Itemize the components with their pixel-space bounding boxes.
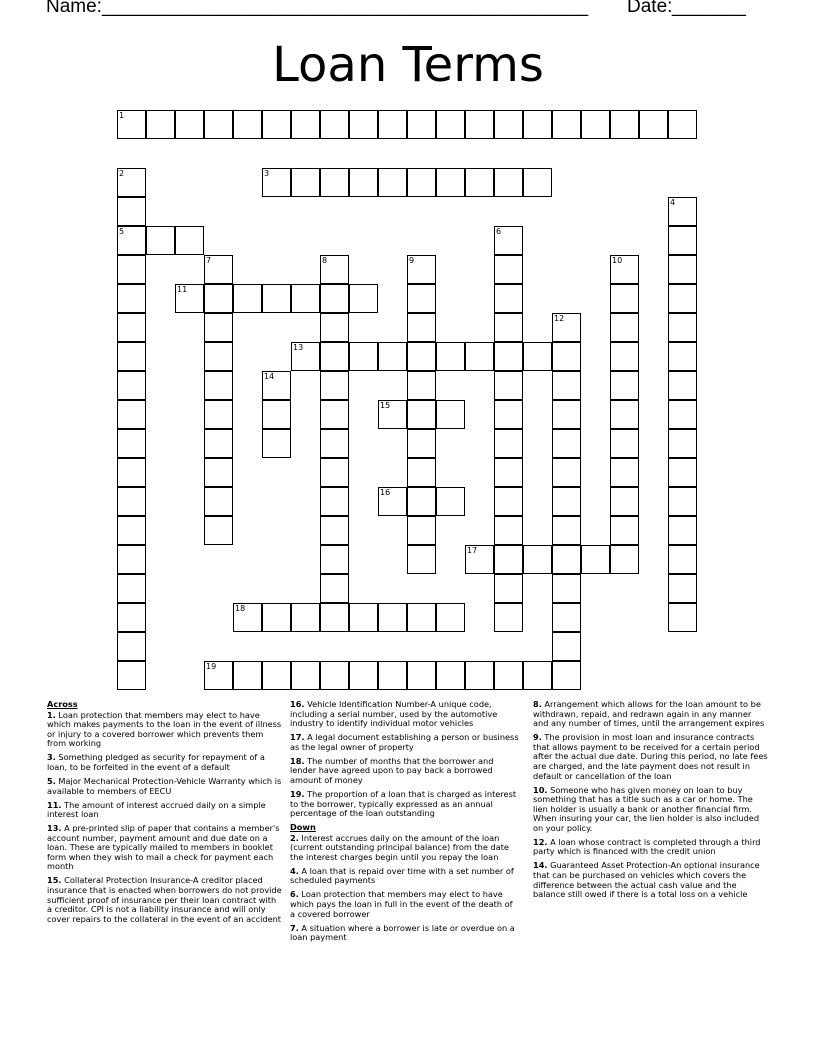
- cell-number: 4: [670, 198, 676, 207]
- cell-number: 15: [380, 401, 391, 410]
- grid-cell[interactable]: [204, 458, 233, 487]
- grid-cell[interactable]: [668, 516, 697, 545]
- grid-cell[interactable]: [233, 661, 262, 690]
- clue-number: 16.: [290, 699, 305, 709]
- clue-text: The proportion of a loan that is charged as interest to the borrower, typically expressed as an annual percentage of the loan outstanding: [290, 788, 517, 819]
- grid-cell[interactable]: [523, 110, 552, 139]
- grid-cell[interactable]: [320, 371, 349, 400]
- grid-cell[interactable]: [407, 342, 436, 371]
- name-label: Name:: [46, 0, 102, 17]
- grid-cell[interactable]: [494, 574, 523, 603]
- grid-cell[interactable]: [494, 516, 523, 545]
- grid-cell[interactable]: [668, 110, 697, 139]
- clue-item: [290, 700, 520, 729]
- grid-cell[interactable]: [117, 603, 146, 632]
- grid-cell[interactable]: [668, 487, 697, 516]
- grid-cell[interactable]: [668, 197, 697, 226]
- grid-cell[interactable]: [407, 371, 436, 400]
- grid-cell[interactable]: [494, 458, 523, 487]
- grid-cell[interactable]: [552, 313, 581, 342]
- grid-cell[interactable]: [465, 168, 494, 197]
- clue-item: [47, 824, 283, 872]
- grid-cell[interactable]: [552, 400, 581, 429]
- clue-item: [533, 700, 769, 729]
- grid-cell[interactable]: [668, 313, 697, 342]
- grid-cell[interactable]: [204, 516, 233, 545]
- grid-cell[interactable]: [320, 400, 349, 429]
- grid-cell[interactable]: [523, 168, 552, 197]
- cell-number: 7: [206, 256, 212, 265]
- grid-cell[interactable]: [204, 661, 233, 690]
- grid-cell[interactable]: [320, 661, 349, 690]
- grid-cell[interactable]: [494, 371, 523, 400]
- grid-cell[interactable]: [204, 255, 233, 284]
- grid-cell[interactable]: [407, 255, 436, 284]
- grid-cell[interactable]: [610, 313, 639, 342]
- grid-cell[interactable]: [291, 168, 320, 197]
- clue-item: [533, 786, 769, 834]
- clue-text: Loan protection that members may elect to have which makes payments to the loan in the event of illness or injury to a covered borrower which prevents them from working: [47, 709, 282, 749]
- grid-cell[interactable]: [320, 284, 349, 313]
- cell-number: 10: [612, 256, 623, 265]
- clue-text: Something pledged as security for repayment of a loan, to be forfeited in the event of a default: [47, 752, 265, 772]
- grid-cell[interactable]: [117, 632, 146, 661]
- cell-number: 6: [496, 227, 502, 236]
- across-heading: Across: [47, 699, 78, 709]
- across-clues-part-2: [290, 700, 520, 819]
- clue-number: 19.: [290, 788, 305, 799]
- grid-cell[interactable]: [436, 168, 465, 197]
- date-line[interactable]: _______: [672, 0, 746, 17]
- grid-cell[interactable]: [349, 603, 378, 632]
- grid-cell[interactable]: [204, 284, 233, 313]
- grid-cell[interactable]: [407, 516, 436, 545]
- grid-cell[interactable]: [320, 313, 349, 342]
- grid-cell[interactable]: [610, 110, 639, 139]
- grid-cell[interactable]: [407, 429, 436, 458]
- clue-text: A loan whose contract is completed through a third party which is financed with the credit union: [533, 836, 761, 857]
- grid-cell[interactable]: [668, 458, 697, 487]
- grid-cell[interactable]: [494, 545, 523, 574]
- grid-cell[interactable]: [407, 110, 436, 139]
- grid-cell[interactable]: [291, 342, 320, 371]
- grid-cell[interactable]: [552, 429, 581, 458]
- grid-cell[interactable]: [117, 313, 146, 342]
- grid-cell[interactable]: [552, 574, 581, 603]
- grid-cell[interactable]: [552, 603, 581, 632]
- grid-cell[interactable]: [639, 110, 668, 139]
- grid-cell[interactable]: [378, 603, 407, 632]
- grid-cell[interactable]: [378, 110, 407, 139]
- grid-cell[interactable]: [291, 284, 320, 313]
- grid-cell[interactable]: [320, 458, 349, 487]
- down-clues-part-2: [533, 700, 769, 900]
- grid-cell[interactable]: [233, 110, 262, 139]
- grid-cell[interactable]: [204, 342, 233, 371]
- clue-number: 1.: [47, 709, 56, 720]
- clue-number: 4.: [290, 865, 299, 876]
- clue-number: 6.: [290, 889, 299, 900]
- grid-cell[interactable]: [581, 110, 610, 139]
- grid-cell[interactable]: [204, 487, 233, 516]
- grid-cell[interactable]: [494, 168, 523, 197]
- grid-cell[interactable]: [378, 342, 407, 371]
- grid-cell[interactable]: [610, 284, 639, 313]
- grid-cell[interactable]: [262, 168, 291, 197]
- grid-cell[interactable]: [349, 168, 378, 197]
- grid-cell[interactable]: [610, 487, 639, 516]
- clue-text: Guaranteed Asset Protection-An optional insurance that can be purchased on vehicles which covers the difference between the actual cash value and the balance still owed if there is a total loss on a vehicle: [533, 860, 760, 900]
- clue-text: A legal document establishing a person or business as the legal owner of property: [290, 732, 519, 752]
- grid-cell[interactable]: [523, 545, 552, 574]
- page-title: Loan Terms: [272, 37, 544, 93]
- grid-cell[interactable]: [668, 342, 697, 371]
- grid-cell[interactable]: [552, 545, 581, 574]
- cell-number: 16: [380, 488, 391, 497]
- grid-cell[interactable]: [320, 429, 349, 458]
- grid-cell[interactable]: [494, 661, 523, 690]
- clue-text: A loan that is repaid over time with a set number of scheduled payments: [290, 865, 514, 886]
- grid-cell[interactable]: [291, 661, 320, 690]
- grid-cell[interactable]: [117, 545, 146, 574]
- grid-cell[interactable]: [436, 342, 465, 371]
- grid-cell[interactable]: [465, 342, 494, 371]
- grid-cell[interactable]: [117, 574, 146, 603]
- grid-cell[interactable]: [117, 197, 146, 226]
- grid-cell[interactable]: [320, 255, 349, 284]
- clue-text: Vehicle Identification Number-A unique code, including a serial number, used by the automotive industry to identify individual motor vehicles: [290, 699, 498, 729]
- grid-cell[interactable]: [494, 400, 523, 429]
- grid-cell[interactable]: [610, 400, 639, 429]
- grid-cell[interactable]: [407, 661, 436, 690]
- grid-cell[interactable]: [407, 603, 436, 632]
- clue-item: [290, 867, 520, 886]
- clue-item: [290, 790, 520, 819]
- grid-cell[interactable]: [262, 110, 291, 139]
- clue-number: 18.: [290, 755, 305, 766]
- grid-cell[interactable]: [668, 400, 697, 429]
- clue-number: 14.: [533, 860, 548, 871]
- clue-item: [290, 757, 520, 786]
- cell-number: 5: [119, 227, 125, 236]
- grid-cell[interactable]: [407, 313, 436, 342]
- grid-cell[interactable]: [117, 371, 146, 400]
- grid-cell[interactable]: [407, 400, 436, 429]
- grid-cell[interactable]: [407, 284, 436, 313]
- grid-cell[interactable]: [320, 516, 349, 545]
- clue-text: Loan protection that members may elect to have which pays the loan in full in the event of the death of a covered borrower: [290, 889, 513, 919]
- clue-number: 9.: [533, 732, 542, 743]
- grid-cell[interactable]: [117, 168, 146, 197]
- grid-cell[interactable]: [668, 284, 697, 313]
- grid-cell[interactable]: [610, 458, 639, 487]
- clue-item: [47, 876, 283, 924]
- cell-number: 19: [206, 662, 217, 671]
- grid-cell[interactable]: [552, 632, 581, 661]
- grid-cell[interactable]: [668, 371, 697, 400]
- grid-cell[interactable]: [378, 487, 407, 516]
- grid-cell[interactable]: [117, 516, 146, 545]
- clue-text: Interest accrues daily on the amount of the loan (current outstanding principal balance) from the date the interest charges begin until you repay the loan: [290, 832, 509, 862]
- grid-cell[interactable]: [610, 342, 639, 371]
- grid-cell[interactable]: [146, 226, 175, 255]
- grid-cell[interactable]: [320, 342, 349, 371]
- name-line[interactable]: ______________________________________________: [102, 0, 589, 17]
- grid-cell[interactable]: [233, 603, 262, 632]
- clue-number: 13.: [47, 823, 62, 834]
- grid-cell[interactable]: [262, 371, 291, 400]
- grid-cell[interactable]: [349, 284, 378, 313]
- grid-cell[interactable]: [204, 110, 233, 139]
- grid-cell[interactable]: [436, 603, 465, 632]
- grid-cell[interactable]: [494, 110, 523, 139]
- grid-cell[interactable]: [436, 661, 465, 690]
- grid-cell[interactable]: [610, 371, 639, 400]
- cell-number: 13: [293, 343, 304, 352]
- grid-cell[interactable]: [349, 661, 378, 690]
- clue-number: 8.: [533, 699, 542, 709]
- clue-number: 5.: [47, 775, 56, 786]
- grid-cell[interactable]: [204, 371, 233, 400]
- grid-cell[interactable]: [494, 487, 523, 516]
- cell-number: 18: [235, 604, 246, 613]
- grid-cell[interactable]: [552, 516, 581, 545]
- grid-cell[interactable]: [494, 255, 523, 284]
- down-heading: Down: [290, 822, 316, 833]
- grid-cell[interactable]: [407, 458, 436, 487]
- clue-item: [47, 801, 283, 820]
- clue-text: Collateral Protection Insurance-A creditor placed insurance that is enacted when borrowers do not provide sufficient proof of insurance per their loan contract with a creditor. CPI is not a liability insurance and will only cover repairs to the collateral in the event of an accident: [47, 875, 282, 924]
- grid-cell[interactable]: [436, 110, 465, 139]
- grid-cell[interactable]: [175, 110, 204, 139]
- grid-cell[interactable]: [320, 574, 349, 603]
- clue-item: [47, 711, 283, 749]
- cell-number: 9: [409, 256, 415, 265]
- grid-cell[interactable]: [204, 400, 233, 429]
- grid-cell[interactable]: [349, 342, 378, 371]
- grid-cell[interactable]: [610, 429, 639, 458]
- grid-cell[interactable]: [494, 603, 523, 632]
- grid-cell[interactable]: [436, 487, 465, 516]
- clue-item: [47, 777, 283, 796]
- clue-text: Arrangement which allows for the loan amount to be withdrawn, repaid, and redrawn again in any manner and any number of times, until the arrangement expires: [533, 699, 765, 729]
- clue-text: A pre-printed slip of paper that contains a member's account number, payment amount and due date on a loan. These are typically mailed to members in booklet form when they wish to mail a check for payment each month: [47, 823, 280, 872]
- grid-cell[interactable]: [378, 661, 407, 690]
- grid-cell[interactable]: [668, 226, 697, 255]
- grid-cell[interactable]: [494, 342, 523, 371]
- grid-cell[interactable]: [552, 661, 581, 690]
- clue-number: 11.: [47, 799, 62, 810]
- grid-cell[interactable]: [146, 110, 175, 139]
- grid-cell[interactable]: [494, 226, 523, 255]
- cell-number: 11: [177, 285, 188, 294]
- clue-item: [290, 733, 520, 752]
- grid-cell[interactable]: [552, 487, 581, 516]
- grid-cell[interactable]: [117, 110, 146, 139]
- grid-cell[interactable]: [552, 110, 581, 139]
- cell-number: 17: [467, 546, 478, 555]
- grid-cell[interactable]: [407, 545, 436, 574]
- grid-cell[interactable]: [204, 429, 233, 458]
- grid-cell[interactable]: [465, 545, 494, 574]
- clue-column-2: [290, 700, 520, 947]
- clue-number: 2.: [290, 832, 299, 843]
- cell-number: 14: [264, 372, 275, 381]
- grid-cell[interactable]: [117, 400, 146, 429]
- clue-item: [533, 861, 769, 899]
- grid-cell[interactable]: [175, 284, 204, 313]
- grid-cell[interactable]: [320, 545, 349, 574]
- clue-text: The amount of interest accrued daily on a simple interest loan: [47, 799, 266, 820]
- across-clues-part-1: [47, 711, 283, 925]
- grid-cell[interactable]: [291, 603, 320, 632]
- grid-cell[interactable]: [117, 661, 146, 690]
- grid-cell[interactable]: [320, 110, 349, 139]
- clue-column-3: [533, 700, 769, 904]
- cell-number: 2: [119, 169, 125, 178]
- grid-cell[interactable]: [349, 110, 378, 139]
- clue-number: 10.: [533, 784, 548, 795]
- grid-cell[interactable]: [407, 487, 436, 516]
- grid-cell[interactable]: [668, 574, 697, 603]
- grid-cell[interactable]: [320, 487, 349, 516]
- clue-number: 15.: [47, 875, 62, 886]
- clue-item: [290, 890, 520, 919]
- cell-number: 3: [264, 169, 270, 178]
- grid-cell[interactable]: [378, 168, 407, 197]
- grid-cell[interactable]: [320, 168, 349, 197]
- grid-cell[interactable]: [262, 429, 291, 458]
- cell-number: 8: [322, 256, 328, 265]
- clue-item: [533, 733, 769, 781]
- grid-cell[interactable]: [117, 487, 146, 516]
- clues-section: [0, 700, 816, 960]
- grid-cell[interactable]: [610, 545, 639, 574]
- clue-text: Major Mechanical Protection-Vehicle Warranty which is available to members of EECU: [47, 775, 282, 796]
- grid-cell[interactable]: [117, 342, 146, 371]
- grid-cell[interactable]: [204, 313, 233, 342]
- grid-cell[interactable]: [465, 110, 494, 139]
- grid-cell[interactable]: [494, 429, 523, 458]
- clue-number: 3.: [47, 752, 56, 763]
- clue-number: 17.: [290, 732, 305, 743]
- grid-cell[interactable]: [262, 284, 291, 313]
- clue-item: [47, 753, 283, 772]
- clue-number: 12.: [533, 836, 548, 847]
- grid-cell[interactable]: [610, 255, 639, 284]
- grid-cell[interactable]: [465, 661, 494, 690]
- clue-item: [290, 924, 520, 943]
- clue-text: The number of months that the borrower and lender have agreed upon to pay back a borrowed amount of money: [290, 755, 494, 785]
- grid-cell[interactable]: [407, 168, 436, 197]
- clue-text: A situation where a borrower is late or overdue on a loan payment: [290, 922, 515, 943]
- grid-cell[interactable]: [262, 661, 291, 690]
- clue-item: [533, 838, 769, 857]
- grid-cell[interactable]: [552, 342, 581, 371]
- cell-number: 12: [554, 314, 565, 323]
- grid-cell[interactable]: [378, 400, 407, 429]
- grid-cell[interactable]: [436, 400, 465, 429]
- clue-text: The provision in most loan and insurance contracts that allows payment to be received for a certain period after the actual due date. During this period, no late fees are charged, and the late payment does not result in default or cancellation of the loan: [533, 732, 768, 781]
- grid-cell[interactable]: [523, 661, 552, 690]
- date-label: Date:: [627, 0, 673, 17]
- grid-cell[interactable]: [668, 255, 697, 284]
- grid-cell[interactable]: [117, 429, 146, 458]
- grid-cell[interactable]: [117, 458, 146, 487]
- down-clues-part-1: [290, 834, 520, 943]
- grid-cell[interactable]: [262, 603, 291, 632]
- grid-cell[interactable]: [494, 284, 523, 313]
- grid-cell[interactable]: [117, 226, 146, 255]
- cell-number: 1: [119, 111, 125, 120]
- grid-cell[interactable]: [291, 110, 320, 139]
- grid-cell[interactable]: [494, 313, 523, 342]
- grid-cell[interactable]: [668, 603, 697, 632]
- clue-column-1: [47, 700, 283, 929]
- grid-cell[interactable]: [523, 342, 552, 371]
- clue-text: Someone who has given money on loan to buy something that has a title such as a car or home. The lien holder is usually a bank or another financial firm. When insuring your car, the lien holder is also included on your policy.: [533, 784, 760, 833]
- grid-cell[interactable]: [668, 429, 697, 458]
- grid-cell[interactable]: [581, 545, 610, 574]
- clue-item: [290, 834, 520, 863]
- grid-cell[interactable]: [117, 284, 146, 313]
- grid-cell[interactable]: [320, 603, 349, 632]
- grid-cell[interactable]: [262, 400, 291, 429]
- grid-cell[interactable]: [552, 371, 581, 400]
- clue-number: 7.: [290, 922, 299, 933]
- grid-cell[interactable]: [668, 545, 697, 574]
- grid-cell[interactable]: [610, 516, 639, 545]
- grid-cell[interactable]: [233, 284, 262, 313]
- grid-cell[interactable]: [552, 458, 581, 487]
- grid-cell[interactable]: [117, 255, 146, 284]
- grid-cell[interactable]: [175, 226, 204, 255]
